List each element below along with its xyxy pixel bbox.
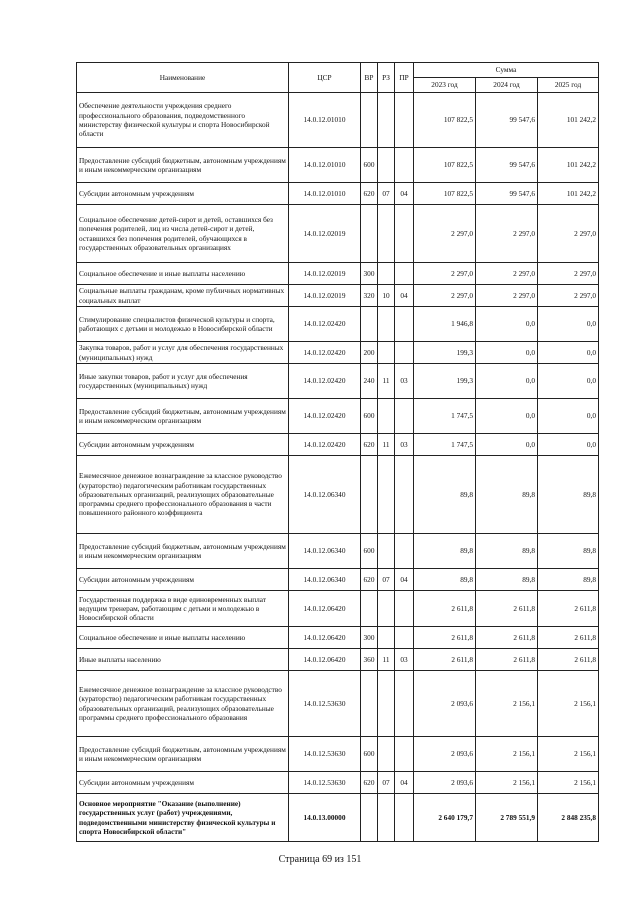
row-name-cell: Предоставление субсидий бюджетным, автономным учреждениям и иным некоммерческим организациям [77, 148, 289, 183]
row-2023-cell: 1 946,8 [414, 307, 476, 342]
row-vr-cell [361, 205, 378, 263]
table-row [77, 399, 599, 434]
row-2024-cell: 89,8 [476, 569, 538, 591]
row-2025-cell: 0,0 [538, 342, 599, 364]
row-2025-cell: 2 611,8 [538, 591, 599, 627]
table-row [77, 649, 599, 671]
row-2023-cell: 2 093,6 [414, 737, 476, 772]
row-2025-cell: 0,0 [538, 399, 599, 434]
budget-table [76, 62, 599, 842]
row-2024-cell: 0,0 [476, 364, 538, 399]
header-rz: РЗ [378, 63, 395, 93]
table-row [77, 671, 599, 737]
table-row [77, 456, 599, 534]
row-csr-cell: 14.0.12.02420 [289, 307, 361, 342]
row-rz-cell [378, 148, 395, 183]
row-2023-cell: 2 640 179,7 [414, 794, 476, 842]
table-row [77, 183, 599, 205]
row-rz-cell: 07 [378, 569, 395, 591]
row-vr-cell: 600 [361, 737, 378, 772]
row-name-cell: Основное мероприятие "Оказание (выполнение) государственных услуг (работ) учреждениями, подведомственными министерству физической культуры и спорта Новосибирской области" [77, 794, 289, 842]
row-name-cell: Государственная поддержка в виде единовременных выплат ведущим тренерам, работающим с детьми и молодежью в Новосибирской области [77, 591, 289, 627]
row-csr-cell: 14.0.12.06420 [289, 627, 361, 649]
row-csr-cell: 14.0.13.00000 [289, 794, 361, 842]
row-2025-cell: 2 156,1 [538, 772, 599, 794]
header-sum: Сумма [414, 63, 599, 78]
row-pr-cell: 04 [395, 183, 414, 205]
row-name-cell: Иные закупки товаров, работ и услуг для обеспечения государственных (муниципальных) нужд [77, 364, 289, 399]
table-header-row [77, 63, 599, 78]
row-rz-cell [378, 737, 395, 772]
row-pr-cell [395, 205, 414, 263]
row-vr-cell [361, 93, 378, 148]
row-2023-cell: 2 297,0 [414, 285, 476, 307]
table-row [77, 263, 599, 285]
row-2023-cell: 89,8 [414, 569, 476, 591]
row-2025-cell: 2 156,1 [538, 671, 599, 737]
row-vr-cell: 240 [361, 364, 378, 399]
row-2023-cell: 2 611,8 [414, 591, 476, 627]
row-2023-cell: 107 822,5 [414, 183, 476, 205]
row-csr-cell: 14.0.12.06340 [289, 569, 361, 591]
row-rz-cell: 07 [378, 183, 395, 205]
header-year-2025: 2025 год [538, 78, 599, 93]
row-pr-cell [395, 671, 414, 737]
row-pr-cell [395, 627, 414, 649]
row-csr-cell: 14.0.12.06420 [289, 649, 361, 671]
row-pr-cell [395, 794, 414, 842]
row-rz-cell: 07 [378, 772, 395, 794]
row-2025-cell: 89,8 [538, 456, 599, 534]
row-name-cell: Субсидии автономным учреждениям [77, 183, 289, 205]
row-csr-cell: 14.0.12.53630 [289, 737, 361, 772]
row-2025-cell: 2 848 235,8 [538, 794, 599, 842]
row-2025-cell: 2 297,0 [538, 205, 599, 263]
row-2024-cell: 99 547,6 [476, 148, 538, 183]
row-name-cell: Закупка товаров, работ и услуг для обеспечения государственных (муниципальных) нужд [77, 342, 289, 364]
table-row [77, 364, 599, 399]
row-2025-cell: 2 297,0 [538, 263, 599, 285]
row-name-cell: Социальные выплаты гражданам, кроме публичных нормативных социальных выплат [77, 285, 289, 307]
table-row [77, 148, 599, 183]
row-rz-cell [378, 456, 395, 534]
row-name-cell: Социальное обеспечение детей-сирот и детей, оставшихся без попечения родителей, лиц из числа детей-сирот и детей, оставшихся без попечения родителей, обучающихся в государственных образовательных организациях [77, 205, 289, 263]
row-name-cell: Социальное обеспечение и иные выплаты населению [77, 263, 289, 285]
row-rz-cell [378, 93, 395, 148]
row-rz-cell: 11 [378, 434, 395, 456]
row-pr-cell: 03 [395, 434, 414, 456]
table-row [77, 569, 599, 591]
row-2025-cell: 2 611,8 [538, 627, 599, 649]
row-2023-cell: 1 747,5 [414, 399, 476, 434]
row-vr-cell: 620 [361, 569, 378, 591]
row-2023-cell: 89,8 [414, 534, 476, 569]
row-pr-cell [395, 307, 414, 342]
row-csr-cell: 14.0.12.02420 [289, 364, 361, 399]
row-vr-cell: 300 [361, 263, 378, 285]
row-2025-cell: 101 242,2 [538, 148, 599, 183]
row-rz-cell [378, 263, 395, 285]
row-pr-cell: 03 [395, 649, 414, 671]
row-name-cell: Предоставление субсидий бюджетным, автономным учреждениям и иным некоммерческим организациям [77, 399, 289, 434]
row-2025-cell: 89,8 [538, 569, 599, 591]
row-pr-cell: 03 [395, 364, 414, 399]
row-vr-cell: 600 [361, 534, 378, 569]
row-2023-cell: 2 093,6 [414, 772, 476, 794]
row-2024-cell: 2 611,8 [476, 649, 538, 671]
row-2025-cell: 0,0 [538, 307, 599, 342]
row-csr-cell: 14.0.12.53630 [289, 772, 361, 794]
row-2025-cell: 2 297,0 [538, 285, 599, 307]
row-2024-cell: 0,0 [476, 342, 538, 364]
row-2024-cell: 2 611,8 [476, 627, 538, 649]
row-vr-cell [361, 307, 378, 342]
row-2025-cell: 2 156,1 [538, 737, 599, 772]
header-csr: ЦСР [289, 63, 361, 93]
row-2024-cell: 2 297,0 [476, 285, 538, 307]
row-vr-cell [361, 591, 378, 627]
row-2023-cell: 2 611,8 [414, 649, 476, 671]
row-rz-cell [378, 591, 395, 627]
row-2023-cell: 2 093,6 [414, 671, 476, 737]
row-vr-cell: 600 [361, 399, 378, 434]
row-2024-cell: 0,0 [476, 399, 538, 434]
row-csr-cell: 14.0.12.01010 [289, 148, 361, 183]
row-rz-cell [378, 794, 395, 842]
table-row [77, 772, 599, 794]
row-2023-cell: 107 822,5 [414, 93, 476, 148]
row-csr-cell: 14.0.12.06340 [289, 456, 361, 534]
row-pr-cell [395, 591, 414, 627]
header-year-2023: 2023 год [414, 78, 476, 93]
row-rz-cell: 10 [378, 285, 395, 307]
row-csr-cell: 14.0.12.01010 [289, 183, 361, 205]
header-year-2024: 2024 год [476, 78, 538, 93]
row-vr-cell: 360 [361, 649, 378, 671]
row-csr-cell: 14.0.12.02019 [289, 285, 361, 307]
row-name-cell: Ежемесячное денежное вознаграждение за классное руководство (кураторство) педагогическим работникам государственных образовательных организаций, реализующих образовательные программы среднего профессионального образования в части повышенного районного коэффициента [77, 456, 289, 534]
row-2023-cell: 2 297,0 [414, 205, 476, 263]
row-csr-cell: 14.0.12.02420 [289, 434, 361, 456]
row-2025-cell: 0,0 [538, 434, 599, 456]
row-csr-cell: 14.0.12.02420 [289, 342, 361, 364]
row-2023-cell: 107 822,5 [414, 148, 476, 183]
header-name: Наименование [77, 63, 289, 93]
row-pr-cell [395, 148, 414, 183]
row-vr-cell: 620 [361, 434, 378, 456]
header-vr: ВР [361, 63, 378, 93]
row-2023-cell: 2 611,8 [414, 627, 476, 649]
row-rz-cell [378, 627, 395, 649]
row-pr-cell [395, 737, 414, 772]
row-pr-cell [395, 93, 414, 148]
row-2024-cell: 99 547,6 [476, 93, 538, 148]
row-vr-cell: 200 [361, 342, 378, 364]
row-name-cell: Обеспечение деятельности учреждения среднего профессионального образования, подведомственного министерству физической культуры и спорта Новосибирской области [77, 93, 289, 148]
row-name-cell: Субсидии автономным учреждениям [77, 569, 289, 591]
table-row [77, 794, 599, 842]
row-2023-cell: 1 747,5 [414, 434, 476, 456]
row-2024-cell: 0,0 [476, 307, 538, 342]
row-pr-cell: 04 [395, 285, 414, 307]
row-vr-cell [361, 794, 378, 842]
row-name-cell: Социальное обеспечение и иные выплаты населению [77, 627, 289, 649]
table-row [77, 342, 599, 364]
table-row [77, 93, 599, 148]
table-row [77, 205, 599, 263]
row-vr-cell: 320 [361, 285, 378, 307]
row-rz-cell: 11 [378, 649, 395, 671]
row-pr-cell [395, 456, 414, 534]
row-rz-cell [378, 307, 395, 342]
row-pr-cell [395, 342, 414, 364]
row-csr-cell: 14.0.12.02019 [289, 263, 361, 285]
row-pr-cell [395, 263, 414, 285]
row-2023-cell: 199,3 [414, 342, 476, 364]
row-rz-cell [378, 205, 395, 263]
table-row [77, 627, 599, 649]
table-row [77, 285, 599, 307]
row-vr-cell: 600 [361, 148, 378, 183]
row-name-cell: Предоставление субсидий бюджетным, автономным учреждениям и иным некоммерческим организациям [77, 534, 289, 569]
table-row [77, 434, 599, 456]
row-2024-cell: 2 789 551,9 [476, 794, 538, 842]
row-2024-cell: 2 156,1 [476, 772, 538, 794]
row-2024-cell: 2 156,1 [476, 737, 538, 772]
row-name-cell: Ежемесячное денежное вознаграждение за классное руководство (кураторство) педагогическим работникам государственных образовательных организаций, реализующих образовательные программы среднего профессионального образования [77, 671, 289, 737]
row-rz-cell [378, 342, 395, 364]
row-2024-cell: 2 611,8 [476, 591, 538, 627]
row-rz-cell [378, 399, 395, 434]
row-pr-cell: 04 [395, 772, 414, 794]
table-row [77, 591, 599, 627]
row-csr-cell: 14.0.12.02420 [289, 399, 361, 434]
row-csr-cell: 14.0.12.02019 [289, 205, 361, 263]
row-pr-cell [395, 534, 414, 569]
row-2024-cell: 89,8 [476, 456, 538, 534]
row-name-cell: Стимулирование специалистов физической культуры и спорта, работающих с детьми и молодежью в Новосибирской области [77, 307, 289, 342]
row-rz-cell [378, 671, 395, 737]
row-2025-cell: 101 242,2 [538, 93, 599, 148]
row-name-cell: Субсидии автономным учреждениям [77, 772, 289, 794]
row-2023-cell: 2 297,0 [414, 263, 476, 285]
row-2025-cell: 89,8 [538, 534, 599, 569]
header-pr: ПР [395, 63, 414, 93]
row-2024-cell: 99 547,6 [476, 183, 538, 205]
row-2025-cell: 0,0 [538, 364, 599, 399]
row-csr-cell: 14.0.12.06420 [289, 591, 361, 627]
row-2024-cell: 2 297,0 [476, 263, 538, 285]
row-2025-cell: 2 611,8 [538, 649, 599, 671]
row-pr-cell [395, 399, 414, 434]
row-2024-cell: 2 156,1 [476, 671, 538, 737]
row-vr-cell [361, 671, 378, 737]
table-body [77, 93, 599, 842]
row-vr-cell: 300 [361, 627, 378, 649]
row-csr-cell: 14.0.12.06340 [289, 534, 361, 569]
row-vr-cell: 620 [361, 183, 378, 205]
row-2024-cell: 2 297,0 [476, 205, 538, 263]
row-2024-cell: 89,8 [476, 534, 538, 569]
row-pr-cell: 04 [395, 569, 414, 591]
row-rz-cell [378, 534, 395, 569]
row-name-cell: Иные выплаты населению [77, 649, 289, 671]
row-2023-cell: 199,3 [414, 364, 476, 399]
row-2025-cell: 101 242,2 [538, 183, 599, 205]
row-rz-cell: 11 [378, 364, 395, 399]
table-row [77, 307, 599, 342]
row-vr-cell: 620 [361, 772, 378, 794]
row-name-cell: Предоставление субсидий бюджетным, автономным учреждениям и иным некоммерческим организациям [77, 737, 289, 772]
table-row [77, 534, 599, 569]
row-csr-cell: 14.0.12.53630 [289, 671, 361, 737]
page-number: Страница 69 из 151 [278, 854, 362, 865]
table-row [77, 737, 599, 772]
row-2024-cell: 0,0 [476, 434, 538, 456]
row-name-cell: Субсидии автономным учреждениям [77, 434, 289, 456]
row-csr-cell: 14.0.12.01010 [289, 93, 361, 148]
row-2023-cell: 89,8 [414, 456, 476, 534]
row-vr-cell [361, 456, 378, 534]
